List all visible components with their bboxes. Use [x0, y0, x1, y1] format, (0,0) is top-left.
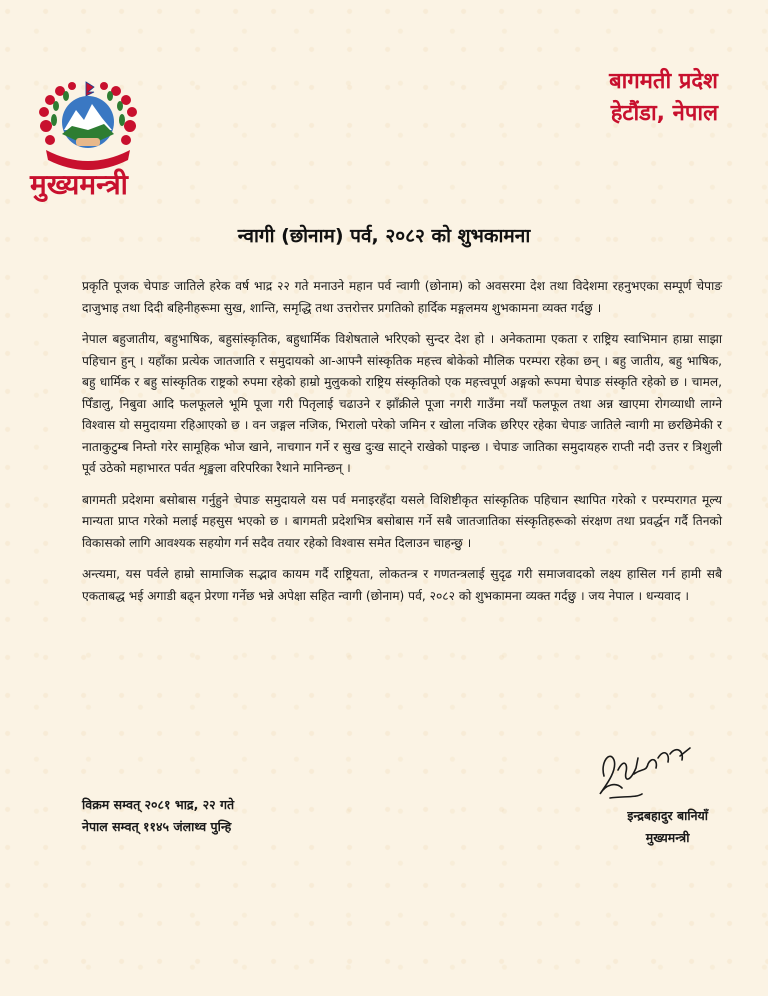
signer-name: इन्द्रबहादुर बानियाँ: [627, 808, 708, 823]
government-emblem-icon: [32, 80, 144, 176]
province-name: बागमती प्रदेश: [609, 69, 718, 94]
signer-title: मुख्यमन्त्री: [645, 830, 690, 845]
paragraph: अन्त्यमा, यस पर्वले हाम्रो सामाजिक सद्भाव कायम गर्दै राष्ट्रियता, लोकतन्त्र र गणतन्त्रलाई सुदृढ गरी समाजवादको लक्ष्य हासिल गर्न हामी सबै एकताबद्ध भई अगाडी बढ्न प्रेरणा गर्नेछ भन्ने अपेक्षा सहित न्वागी (छोनाम) पर्व, २०८२ को शुभकामना व्यक्त गर्दछु । जय नेपाल । धन्यवाद ।: [82, 567, 722, 603]
chief-minister-title: मुख्यमन्त्री: [30, 168, 128, 201]
paragraph: नेपाल बहुजातीय, बहुभाषिक, बहुसांस्कृतिक, बहुधार्मिक विशेषताले भरिएको सुन्दर देश हो । अनेकतामा एकता र राष्ट्रिय स्वाभिमान हाम्रा साझा पहिचान हुन् । यहाँका प्रत्येक जातजाति र समुदायको आ-आफ्नै सांस्कृतिक महत्त्व बोकेको मौलिक परम्परा रहेका छन् । बहु जातीय, बहु भाषिक, बहु धार्मिक र बहु सांस्कृतिक राष्ट्रको रुपमा रहेको हाम्रो मुलुकको राष्ट्रिय संस्कृतिको एक महत्त्वपूर्ण अङ्गको रूपमा चेपाङ संस्कृति रहेको छ । चामल, पिँडालु, निबुवा आदि फलफूलले भूमि पूजा गरी पितृलाई चढाउने र झाँक्रीले पूजा नगरी गाउँमा नयाँ फलफूल तथा अन्न खाएमा रोगव्याधी लाग्ने विश्वास यो समुदायमा रहिआएको छ । वन जङ्गल नजिक, भिरालो परेको जमिन र खोला नजिक छरिएर रहेका चेपाङ जातिले न्वागी मा छरछिमेकी र नाताकुटुम्ब निम्तो गरेर सामूहिक भोज खाने, नाचगान गर्ने र सुख दुःख साट्ने राखेको पाइन्छ । चेपाङ जातिका समुदायहरु राप्ती नदी उत्तर र त्रिशुली पूर्व उठेको महाभारत पर्वत शृङ्खला वरिपरिका रैथाने मानिन्छन् ।: [82, 332, 722, 475]
signature-icon: [592, 738, 702, 810]
letter-body: [82, 276, 722, 617]
vikram-samvat-date: विक्रम सम्वत् २०८१ भाद्र, २२ गते: [82, 797, 235, 812]
signer-block: [627, 805, 708, 849]
city-country: हेटौंडा, नेपाल: [610, 100, 718, 126]
nepal-samvat-date: नेपाल सम्वत् ११४५ जंलाथ्व पुन्हि: [82, 819, 232, 834]
document-title: न्वागी (छोनाम) पर्व, २०८२ को शुभकामना: [237, 225, 531, 247]
date-block: [82, 794, 234, 838]
province-address: [609, 66, 718, 130]
paragraph: प्रकृति पूजक चेपाङ जातिले हरेक वर्ष भाद्र २२ गते मनाउने महान पर्व न्वागी (छोनाम) को अवसरमा देश तथा विदेशमा रहनुभएका सम्पूर्ण चेपाङ दाजुभाइ तथा दिदी बहिनीहरूमा सुख, शान्ति, समृद्धि तथा उत्तरोत्तर प्रगतिको हार्दिक मङ्गलमय शुभकामना व्यक्त गर्दछु ।: [82, 279, 722, 315]
paragraph: बागमती प्रदेशमा बसोबास गर्नुहुने चेपाङ समुदायले यस पर्व मनाइरहँदा यसले विशिष्टीकृत सांस्कृतिक पहिचान स्थापित गरेको र परम्परागत मूल्य मान्यता प्राप्त गरेको मलाई महसुस भएको छ । बागमती प्रदेशभित्र बसोबास गर्ने सबै जातजातिका संस्कृतिहरूको संरक्षण तथा प्रवर्द्धन गर्दै तिनको विकासको लागि आवश्यक सहयोग गर्न सदैव तयार रहेको विश्वास समेत दिलाउन चाहन्छु ।: [82, 492, 722, 550]
